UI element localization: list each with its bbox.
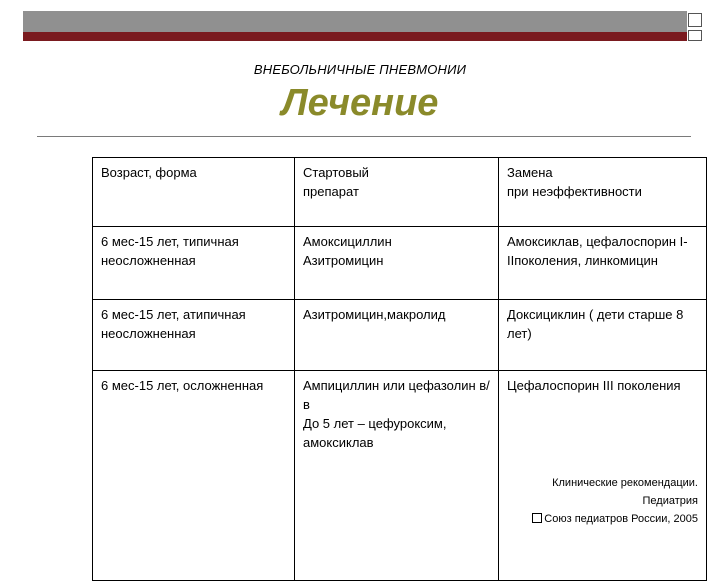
table-cell <box>499 158 707 227</box>
cell-text: Азитромицин <box>303 253 384 268</box>
citation <box>532 474 698 528</box>
corner-square-icon <box>688 13 702 27</box>
citation-line-3 <box>532 510 698 528</box>
cell-text: До 5 лет – цефуроксим, амоксиклав <box>303 416 447 450</box>
cell-text: 6 мес-15 лет, осложненная <box>101 378 264 393</box>
cell-text: Возраст, форма <box>101 165 197 180</box>
square-bullet-icon <box>532 513 542 523</box>
cell-text: Цефалоспорин III поколения <box>507 378 681 393</box>
table-cell <box>499 227 707 300</box>
table-cell <box>295 158 499 227</box>
cell-text: препарат <box>303 184 359 199</box>
table-row <box>93 300 707 371</box>
table-cell <box>295 371 499 581</box>
cell-text: Замена <box>507 165 553 180</box>
cell-text: Доксициклин ( дети старше 8 лет) <box>507 307 684 341</box>
citation-line: Клинические рекомендации. <box>552 477 698 489</box>
table-cell <box>93 158 295 227</box>
cell-text: Амоксициллин <box>303 234 392 249</box>
table-cell <box>93 371 295 581</box>
cell-text: Стартовый <box>303 165 369 180</box>
header-bar-red <box>23 32 687 41</box>
cell-text: Ампициллин или цефазолин в/в <box>303 378 490 412</box>
table-cell <box>295 227 499 300</box>
table-cell <box>93 227 295 300</box>
slide-subtitle: ВНЕБОЛЬНИЧНЫЕ ПНЕВМОНИИ <box>253 62 467 77</box>
cell-text: 6 мес-15 лет, атипичная неосложненная <box>101 307 246 341</box>
cell-text: при неэффективности <box>507 184 642 199</box>
corner-square-icon <box>688 30 702 41</box>
cell-text: Амоксиклав, цефалоспорин I-IIпоколения, линкомицин <box>507 234 688 268</box>
table-row <box>93 227 707 300</box>
slide-title: Лечение <box>281 82 439 124</box>
table-cell <box>499 300 707 371</box>
title-divider <box>37 136 691 137</box>
table-header-row <box>93 158 707 227</box>
cell-text: 6 мес-15 лет, типичная неосложненная <box>101 234 239 268</box>
table-cell <box>295 300 499 371</box>
header-bar-grey <box>23 11 687 32</box>
citation-text: Союз педиатров России, 2005 <box>544 513 698 525</box>
table-cell <box>93 300 295 371</box>
cell-text: Азитромицин,макролид <box>303 307 446 322</box>
citation-line: Педиатрия <box>642 495 698 507</box>
